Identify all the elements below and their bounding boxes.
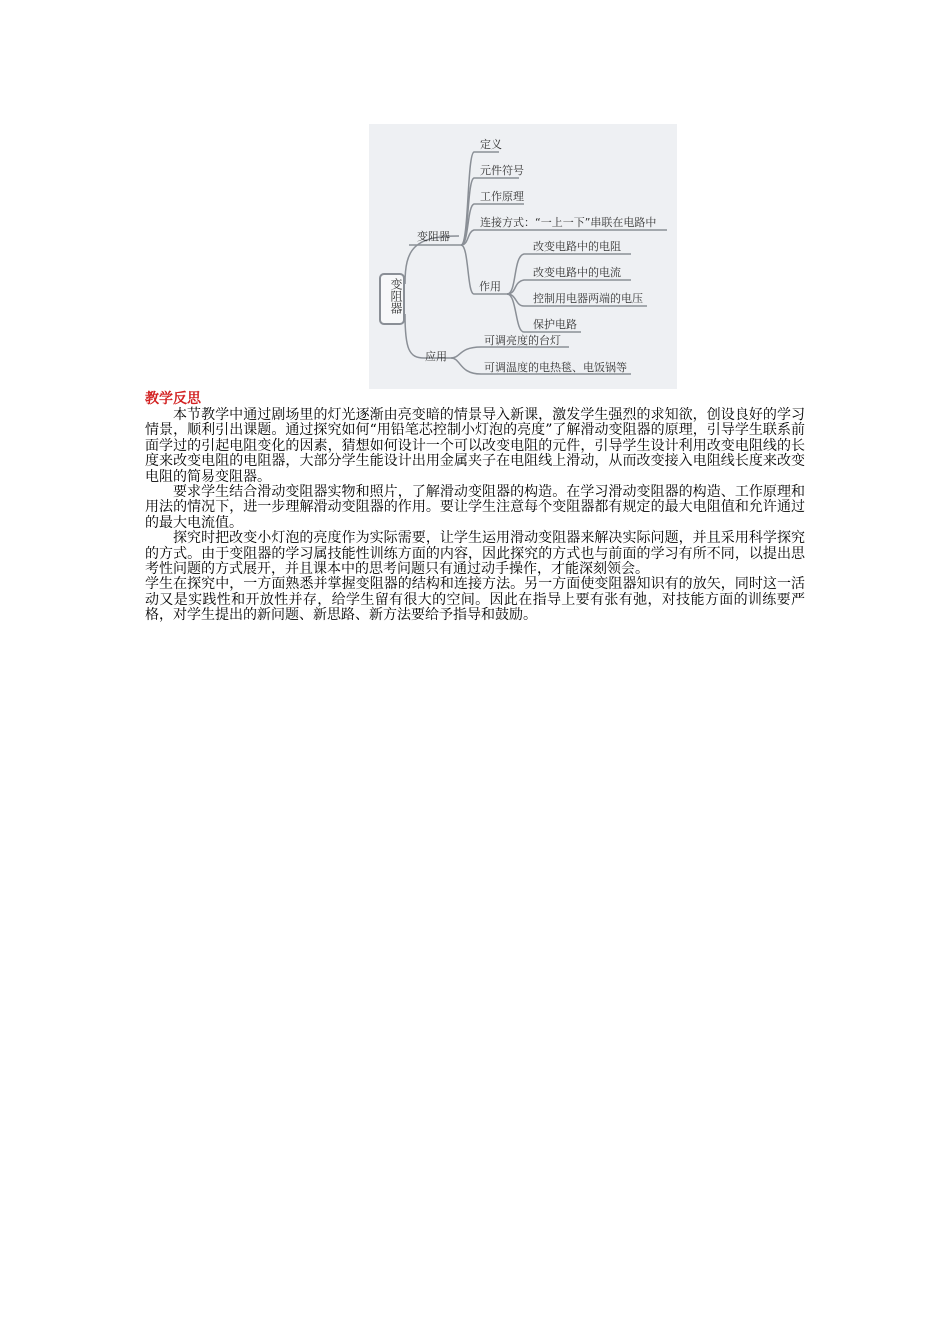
reflection-paragraph-4: 学生在探究中，一方面熟悉并掌握变阻器的结构和连接方法。另一方面使变阻器知识有的放矢，同时这一活动又是实践性和开放性并存，给学生留有很大的空间。因此在指导上要有张有弛，对技能方面的训练要严格，对学生提出的新问题、新思路、新方法要给予指导和鼓励。	[145, 576, 805, 624]
leaf-lianjiefangshi: 连接方式：“一上一下”串联在电路中	[480, 216, 657, 229]
leaf-zuoyong-3: 控制用电器两端的电压	[533, 292, 643, 305]
mindmap-root-label: 变阻器	[389, 278, 403, 314]
reflection-paragraph-1: 本节教学中通过剧场里的灯光逐渐由亮变暗的情景导入新课，激发学生强烈的求知欲，创设良好的学习情景，顺利引出课题。通过探究如何“用铅笔芯控制小灯泡的亮度”了解滑动变阻器的原理，引导学生联系前面学过的引起电阻变化的因素，猜想如何设计一个可以改变电阻的元件，引导学生设计利用改变电阻线的长度来改变电阻的电阻器，大部分学生能设计出用金属夹子在电阻线上滑动，从而改变接入电阻线长度来改变电阻的简易变阻器。	[145, 407, 805, 485]
leaf-yingyong-2: 可调温度的电热毯、电饭锅等	[484, 361, 627, 374]
reflection-paragraph-2: 要求学生结合滑动变阻器实物和照片，了解滑动变阻器的构造。在学习滑动变阻器的构造、工作原理和用法的情况下，进一步理解滑动变阻器的作用。要让学生注意每个变阻器都有规定的最大电阻值和允许通过的最大电流值。	[145, 484, 805, 531]
leaf-yingyong-1: 可调亮度的台灯	[484, 334, 561, 347]
leaf-dingyi: 定义	[480, 138, 502, 151]
leaf-yuanjianfuhao: 元件符号	[480, 164, 524, 177]
leaf-zuoyong-4: 保护电路	[533, 318, 577, 331]
connector-root-yingyong	[405, 314, 424, 358]
reflection-body	[145, 408, 805, 624]
branch-yingyong: 应用	[425, 350, 447, 363]
mindmap-root	[379, 273, 405, 325]
reflection-paragraph-3: 探究时把改变小灯泡的亮度作为实际需要，让学生运用滑动变阻器来解决实际问题，并且采用科学探究的方式。由于变阻器的学习属技能性训练方面的内容，因此探究的方式也与前面的学习有所不同，以提出思考性问题的方式展开，并且课本中的思考问题只有通过动手操作，才能深刻领会。	[145, 530, 805, 578]
branch-biandianqi: 变阻器	[417, 230, 450, 243]
reflection-heading: 教学反思	[145, 391, 201, 407]
connector-root-biandianqi	[405, 236, 459, 284]
leaf-gongzuoyuanli: 工作原理	[480, 190, 524, 203]
branch-zuoyong: 作用	[479, 280, 501, 293]
mindmap-figure	[369, 124, 677, 389]
leaf-zuoyong-1: 改变电路中的电阻	[533, 240, 621, 253]
leaf-zuoyong-2: 改变电路中的电流	[533, 266, 621, 279]
